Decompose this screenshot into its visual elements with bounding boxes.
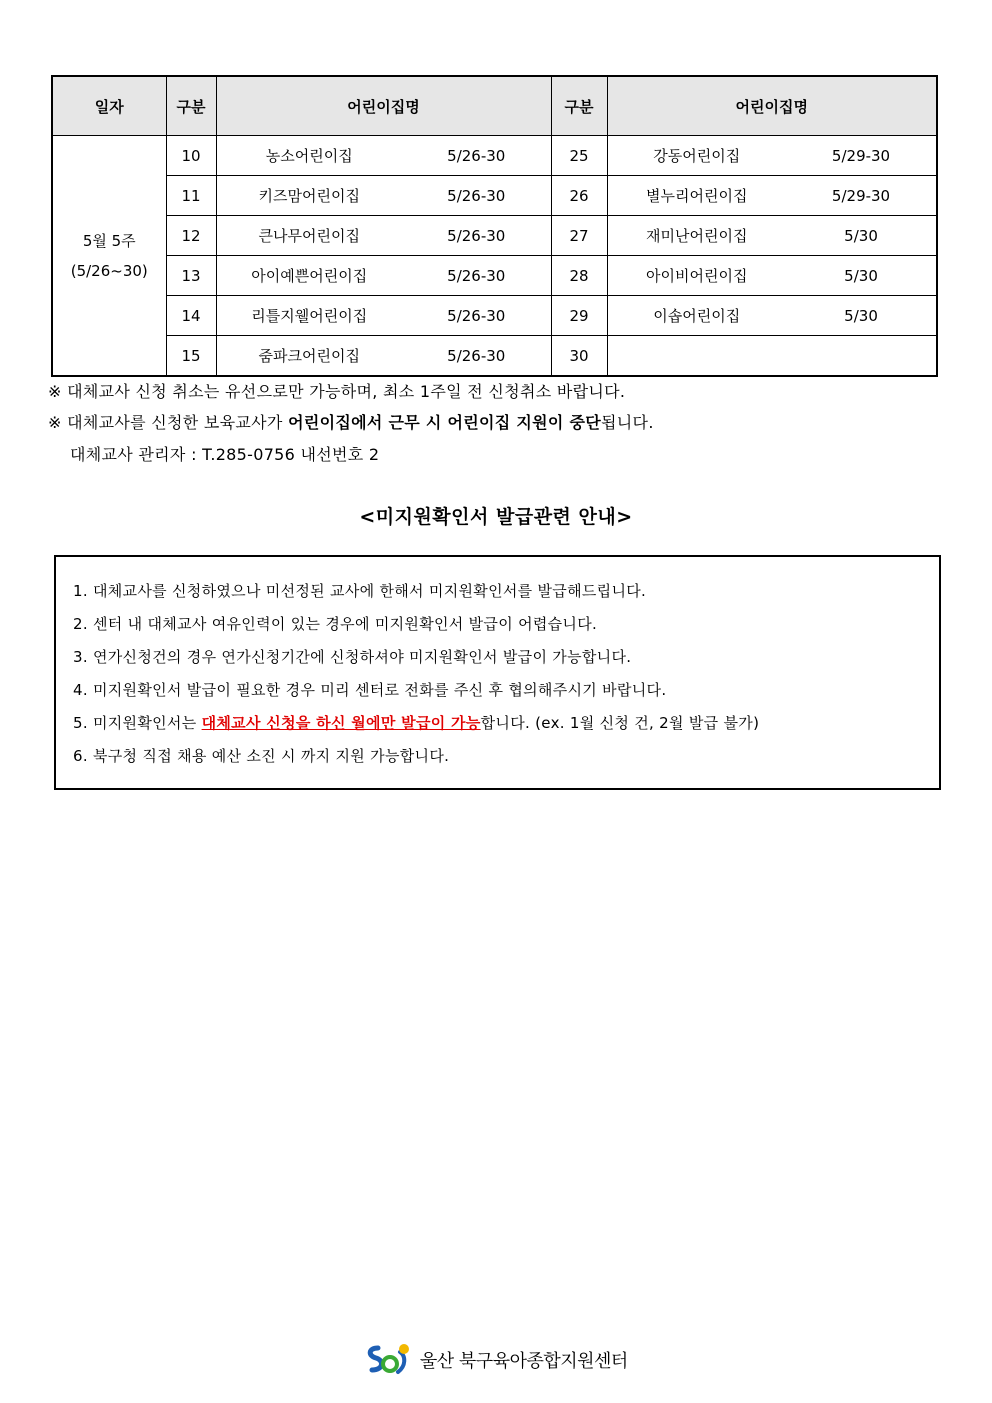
period-cell: 5/30 (786, 216, 937, 256)
period-cell: 5/29-30 (786, 136, 937, 176)
substitute-teacher-schedule-table (51, 75, 938, 377)
number-cell: 14 (166, 296, 216, 336)
number-cell: 10 (166, 136, 216, 176)
list-item: 3. 연가신청건의 경우 연가신청기간에 신청하셔야 미지원확인서 발급이 가능합니다. (73, 648, 632, 666)
number-cell: 25 (551, 136, 607, 176)
period-cell: 5/26-30 (402, 256, 551, 296)
header-number-left: 구분 (166, 76, 216, 136)
period-cell: 5/29-30 (786, 176, 937, 216)
period-cell: 5/30 (786, 296, 937, 336)
daycare-name-cell: 재미난어린이집 (607, 216, 786, 256)
org-name: 울산 북구육아종합지원센터 (419, 1351, 628, 1372)
number-cell: 30 (551, 336, 607, 377)
number-cell: 13 (166, 256, 216, 296)
table-row (52, 336, 937, 377)
item5-prefix: 5. 미지원확인서는 (73, 714, 202, 732)
list-item: 1. 대체교사를 신청하였으나 미선정된 교사에 한해서 미지원확인서를 발급해드립니다. (73, 582, 647, 600)
daycare-name-cell: 아이비어린이집 (607, 256, 786, 296)
period-cell: 5/26-30 (402, 336, 551, 377)
table-row (52, 216, 937, 256)
table-row (52, 176, 937, 216)
table-header-row (52, 76, 937, 136)
list-item: 4. 미지원확인서 발급이 필요한 경우 미리 센터로 전화를 주신 후 협의해주시기 바랍니다. (73, 681, 667, 699)
period-cell: 5/26-30 (402, 296, 551, 336)
suspension-note-emphasis: 어린이집에서 근무 시 어린이집 지원이 중단 (288, 413, 602, 432)
period-cell: 5/30 (786, 256, 937, 296)
suspension-note-suffix: 됩니다. (601, 413, 654, 432)
daycare-name-cell: 리틀지웰어린이집 (216, 296, 402, 336)
daycare-name-cell: 농소어린이집 (216, 136, 402, 176)
number-cell: 28 (551, 256, 607, 296)
item5-suffix: 합니다. (ex. 1월 신청 건, 2월 발급 불가) (480, 714, 760, 732)
guide-box (54, 555, 941, 790)
number-cell: 15 (166, 336, 216, 377)
daycare-name-cell: 줌파크어린이집 (216, 336, 402, 377)
daycare-name-cell: 강동어린이집 (607, 136, 786, 176)
list-item (73, 707, 759, 740)
footer (0, 1342, 992, 1378)
daycare-name-cell: 키즈맘어린이집 (216, 176, 402, 216)
guide-list (73, 575, 759, 773)
list-item: 6. 북구청 직접 채용 예산 소진 시 까지 지원 가능합니다. (73, 747, 450, 765)
daycare-name-cell: 별누리어린이집 (607, 176, 786, 216)
table-row (52, 256, 937, 296)
header-number-right: 구분 (551, 76, 607, 136)
manager-contact: 대체교사 관리자 : T.285-0756 내선번호 2 (70, 445, 380, 464)
header-daycare-name-left: 어린이집명 (216, 76, 551, 136)
period-cell (786, 336, 937, 377)
daycare-name-cell: 이솝어린이집 (607, 296, 786, 336)
number-cell: 26 (551, 176, 607, 216)
header-daycare-name-right: 어린이집명 (607, 76, 937, 136)
section-title: <미지원확인서 발급관련 안내> (359, 506, 633, 528)
list-item: 2. 센터 내 대체교사 여유인력이 있는 경우에 미지원확인서 발급이 어렵습니다. (73, 615, 598, 633)
table-row (52, 296, 937, 336)
period-cell: 5/26-30 (402, 136, 551, 176)
date-label: 5월 5주 (82, 231, 136, 250)
daycare-name-cell (607, 336, 786, 377)
center-logo-icon (364, 1342, 412, 1378)
table-row (52, 136, 937, 176)
header-date: 일자 (52, 76, 166, 136)
period-cell: 5/26-30 (402, 176, 551, 216)
number-cell: 12 (166, 216, 216, 256)
daycare-name-cell: 큰나무어린이집 (216, 216, 402, 256)
date-range: (5/26~30) (70, 261, 148, 280)
cancellation-note: ※ 대체교사 신청 취소는 유선으로만 가능하며, 최소 1주일 전 신청취소 바랍니다. (48, 382, 626, 401)
number-cell: 29 (551, 296, 607, 336)
period-cell: 5/26-30 (402, 216, 551, 256)
suspension-note-prefix: ※ 대체교사를 신청한 보육교사가 (48, 413, 289, 432)
item5-emphasis: 대체교사 신청을 하신 월에만 발급이 가능 (201, 714, 481, 732)
suspension-note (48, 410, 654, 433)
number-cell: 27 (551, 216, 607, 256)
number-cell: 11 (166, 176, 216, 216)
date-cell (52, 136, 166, 377)
daycare-name-cell: 아이예쁜어린이집 (216, 256, 402, 296)
